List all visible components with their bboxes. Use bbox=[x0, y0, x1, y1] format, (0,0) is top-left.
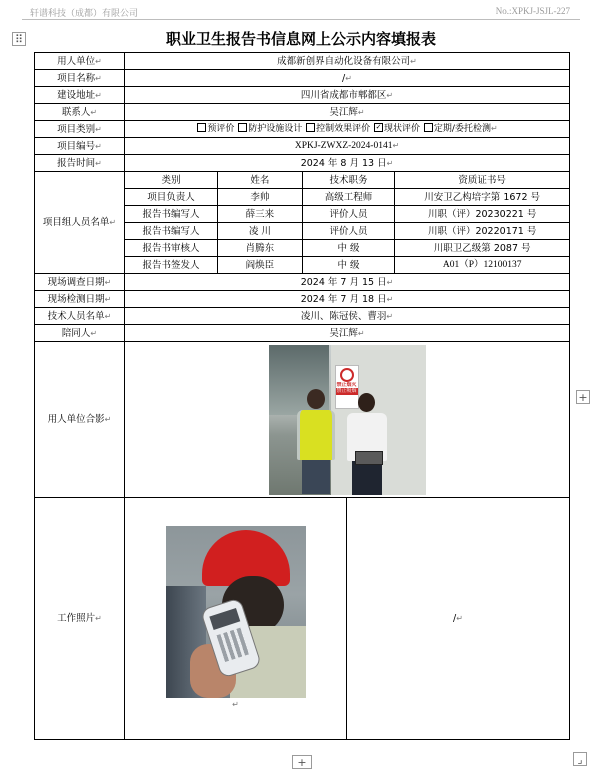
work-photo-right-cell[interactable]: /↵ bbox=[347, 498, 570, 740]
team-cell[interactable]: 评价人员 bbox=[302, 223, 395, 240]
team-table-cell bbox=[125, 172, 570, 274]
label-contact: 联系人↵ bbox=[35, 104, 125, 121]
team-row bbox=[125, 206, 569, 223]
label-survey-date: 现场调查日期↵ bbox=[35, 274, 125, 291]
value-detection-date[interactable]: 2024 年 7 月 18 日↵ bbox=[125, 291, 570, 308]
team-cell[interactable]: 凌 川 bbox=[218, 223, 303, 240]
team-header-category: 类别 bbox=[125, 172, 218, 189]
team-cell[interactable]: 李帅 bbox=[218, 189, 303, 206]
value-survey-date[interactable]: 2024 年 7 月 15 日↵ bbox=[125, 274, 570, 291]
team-cell[interactable]: 阎焕臣 bbox=[218, 257, 303, 274]
team-row bbox=[125, 257, 569, 274]
form-table bbox=[34, 52, 570, 740]
team-cell[interactable]: 薛三来 bbox=[218, 206, 303, 223]
label-detection-date: 现场检测日期↵ bbox=[35, 291, 125, 308]
row-work-photo bbox=[35, 498, 570, 740]
work-photo-cell: ↵ bbox=[125, 498, 347, 740]
value-escort[interactable]: 吴江辉↵ bbox=[125, 325, 570, 342]
row-detection-date bbox=[35, 291, 570, 308]
row-report-time bbox=[35, 155, 570, 172]
team-table bbox=[125, 172, 569, 273]
value-address[interactable]: 四川省成都市郫都区↵ bbox=[125, 87, 570, 104]
value-contact[interactable]: 吴江辉↵ bbox=[125, 104, 570, 121]
team-row bbox=[125, 189, 569, 206]
row-project-type bbox=[35, 121, 570, 138]
team-cell[interactable]: 报告书审核人 bbox=[125, 240, 218, 257]
team-cell[interactable]: 评价人员 bbox=[302, 206, 395, 223]
checkbox-status-evaluation[interactable]: ✓ bbox=[375, 123, 382, 131]
header-doc-number: No.:XPKJ-JSJL-227 bbox=[495, 6, 570, 16]
team-cell[interactable]: 报告书签发人 bbox=[125, 257, 218, 274]
row-group-photo bbox=[35, 342, 570, 498]
sign-text-1: 禁止烟火 bbox=[336, 381, 357, 388]
work-photo[interactable] bbox=[166, 526, 306, 698]
row-survey-date bbox=[35, 274, 570, 291]
photo-person-white-shirt bbox=[345, 393, 389, 495]
value-project-type: 预评价 防护设施设计 控制效果评价 ✓ 现状评价 定期/委托检测↵ bbox=[125, 121, 570, 138]
checkbox-periodic-detection[interactable] bbox=[424, 123, 433, 132]
label-team: 项目组人员名单↵ bbox=[35, 172, 125, 274]
team-cell[interactable]: 川职（评）20230221 号 bbox=[395, 206, 569, 223]
team-header-title: 技术职务 bbox=[302, 172, 395, 189]
row-employer bbox=[35, 53, 570, 70]
label-report-time: 报告时间↵ bbox=[35, 155, 125, 172]
row-project-name bbox=[35, 70, 570, 87]
label-tech-staff: 技术人员名单↵ bbox=[35, 308, 125, 325]
team-row bbox=[125, 223, 569, 240]
row-project-no bbox=[35, 138, 570, 155]
team-cell[interactable]: 项目负责人 bbox=[125, 189, 218, 206]
label-project-type: 项目类别↵ bbox=[35, 121, 125, 138]
value-project-name[interactable]: /↵ bbox=[125, 70, 570, 87]
team-cell[interactable]: 报告书编写人 bbox=[125, 223, 218, 240]
row-team bbox=[35, 172, 570, 274]
team-row bbox=[125, 240, 569, 257]
label-project-no: 项目编号↵ bbox=[35, 138, 125, 155]
label-address: 建设地址↵ bbox=[35, 87, 125, 104]
team-cell[interactable]: 肖腾东 bbox=[218, 240, 303, 257]
team-cell[interactable]: 川职（评）20220171 号 bbox=[395, 223, 569, 240]
add-row-icon[interactable]: + bbox=[292, 755, 312, 769]
row-address bbox=[35, 87, 570, 104]
group-photo-cell bbox=[125, 342, 570, 498]
photo-person-vest bbox=[295, 389, 337, 495]
label-escort: 陪同人↵ bbox=[35, 325, 125, 342]
team-cell[interactable]: 中 级 bbox=[302, 240, 395, 257]
row-contact bbox=[35, 104, 570, 121]
label-employer: 用人单位↵ bbox=[35, 53, 125, 70]
team-cell[interactable]: 报告书编写人 bbox=[125, 206, 218, 223]
group-photo[interactable] bbox=[269, 345, 426, 495]
table-resize-handle-icon[interactable]: ⌟ bbox=[573, 752, 587, 766]
value-tech-staff[interactable]: 凌川、陈冠侯、曹羽↵ bbox=[125, 308, 570, 325]
team-header-name: 姓名 bbox=[218, 172, 303, 189]
checkbox-control-effect[interactable] bbox=[306, 123, 315, 132]
header-divider bbox=[22, 19, 580, 20]
table-move-handle-icon[interactable]: ⠿ bbox=[12, 32, 26, 46]
sign-text-2: 禁止吸烟 bbox=[336, 387, 357, 394]
label-group-photo: 用人单位合影↵ bbox=[35, 342, 125, 498]
team-cell[interactable]: 中 级 bbox=[302, 257, 395, 274]
label-project-name: 项目名称↵ bbox=[35, 70, 125, 87]
checkbox-protection-design[interactable] bbox=[238, 123, 247, 132]
row-tech-staff bbox=[35, 308, 570, 325]
team-cell[interactable]: 川职卫乙级第 2087 号 bbox=[395, 240, 569, 257]
team-cell[interactable]: 高级工程师 bbox=[302, 189, 395, 206]
team-cell[interactable]: 川安卫乙构培字第 1672 号 bbox=[395, 189, 569, 206]
checkbox-pre-evaluation[interactable] bbox=[197, 123, 206, 132]
label-work-photo: 工作照片↵ bbox=[35, 498, 125, 740]
value-report-time[interactable]: 2024 年 8 月 13 日↵ bbox=[125, 155, 570, 172]
value-project-no[interactable]: XPKJ-ZWXZ-2024-0141↵ bbox=[125, 138, 570, 155]
row-escort bbox=[35, 325, 570, 342]
team-header-cert: 资质证书号 bbox=[395, 172, 569, 189]
header-company: 轩谱科技（成都）有限公司 bbox=[30, 9, 139, 19]
team-header-row bbox=[125, 172, 569, 189]
page-title: 职业卫生报告书信息网上公示内容填报表 bbox=[165, 30, 436, 48]
add-column-icon[interactable]: + bbox=[576, 390, 590, 404]
value-employer[interactable]: 成都新创界自动化设备有限公司↵ bbox=[125, 53, 570, 70]
team-cell[interactable]: A01（P）12100137 bbox=[395, 257, 569, 274]
